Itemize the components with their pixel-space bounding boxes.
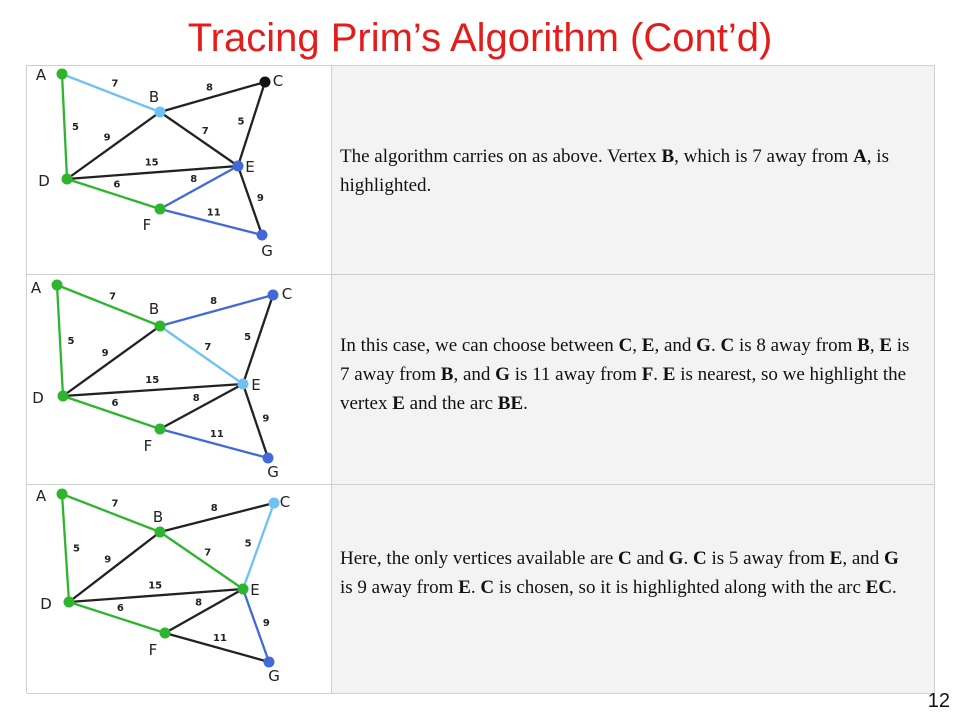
vertex-d — [64, 597, 75, 608]
edge-ad — [62, 494, 69, 602]
vertex-label-e: E — [245, 158, 255, 176]
description-cell — [332, 66, 935, 275]
edge-be — [160, 326, 243, 384]
edge-weight-eg: 9 — [262, 617, 270, 629]
text-run: , and — [842, 548, 885, 569]
vertex-f — [160, 628, 171, 639]
table-row — [27, 275, 935, 485]
edge-weight-fg: 11 — [209, 428, 224, 440]
vertex-label-f: F — [148, 641, 158, 659]
text-run: is chosen, so it is highlighted along with the arc — [494, 577, 866, 598]
vertex-label-b: B — [152, 508, 164, 526]
step-description — [340, 142, 916, 200]
edge-weight-ef: 8 — [195, 597, 203, 609]
vertex-c — [260, 77, 271, 88]
vertex-b — [155, 527, 166, 538]
edge-weight-de: 15 — [144, 157, 159, 169]
graph-diagram-cell — [27, 275, 332, 485]
bold-term: G — [884, 548, 899, 569]
text-run: . — [470, 577, 481, 598]
description-cell — [332, 485, 935, 694]
graph-diagram — [27, 485, 332, 694]
vertex-label-d: D — [32, 389, 44, 407]
edge-weight-ab: 7 — [111, 498, 119, 510]
table-row — [27, 66, 935, 275]
table-row — [27, 485, 935, 694]
slide-title: Tracing Prim’s Algorithm (Cont’d) — [187, 16, 773, 60]
vertex-label-a: A — [35, 66, 47, 84]
bold-term: G — [696, 335, 711, 356]
vertex-label-c: C — [272, 72, 284, 90]
vertex-c — [268, 290, 279, 301]
vertex-e — [238, 584, 249, 595]
vertex-e — [233, 161, 244, 172]
vertex-c — [269, 498, 280, 509]
bold-term: A — [853, 146, 867, 167]
edge-weight-ef: 8 — [192, 392, 200, 404]
vertex-b — [155, 321, 166, 332]
text-run: , which is 7 away from — [674, 146, 854, 167]
text-run: and the arc — [404, 393, 498, 414]
edge-weight-ad: 5 — [72, 543, 80, 555]
bold-term: B — [857, 335, 870, 356]
vertex-d — [62, 174, 73, 185]
vertex-label-b: B — [148, 300, 160, 318]
vertex-label-g: G — [261, 242, 273, 260]
vertex-a — [57, 489, 68, 500]
bold-term: C — [720, 335, 735, 356]
text-run: , is highlighted. — [340, 146, 889, 196]
vertex-label-a: A — [30, 279, 42, 297]
vertex-g — [257, 230, 268, 241]
text-run: is 11 away from — [509, 364, 642, 385]
vertex-label-b: B — [148, 88, 160, 106]
edge-weight-fg: 11 — [206, 207, 221, 219]
vertex-label-f: F — [143, 437, 153, 455]
vertex-label-c: C — [279, 493, 291, 511]
edge-weight-bc: 8 — [210, 295, 218, 307]
bold-term: EC — [865, 577, 893, 598]
vertex-d — [58, 391, 69, 402]
vertex-f — [155, 424, 166, 435]
bold-term: F — [641, 364, 654, 385]
step-description — [340, 331, 916, 418]
edge-weight-ad: 5 — [67, 335, 75, 347]
text-run: is nearest, so we highlight the vertex — [340, 364, 907, 414]
edge-weight-ce: 5 — [244, 331, 252, 343]
edge-weight-bd: 9 — [101, 348, 109, 360]
edge-weight-bd: 9 — [103, 132, 111, 144]
edge-weight-ab: 7 — [111, 78, 119, 90]
edge-weight-ad: 5 — [72, 121, 79, 133]
edge-weight-bd: 9 — [104, 554, 112, 566]
bold-term: E — [829, 548, 843, 569]
bold-term: C — [692, 548, 707, 569]
bold-term: BE — [497, 393, 524, 414]
text-run: and — [631, 548, 669, 569]
graph-diagram-cell — [27, 485, 332, 694]
edge-ef — [160, 384, 243, 429]
text-run: , — [869, 335, 880, 356]
vertex-g — [263, 453, 274, 464]
text-run: is 5 away from — [706, 548, 830, 569]
edge-ef — [160, 166, 238, 209]
edge-weight-fg: 11 — [212, 632, 227, 644]
bold-term: C — [618, 548, 632, 569]
edge-weight-ef: 8 — [190, 173, 198, 185]
bold-term: E — [662, 364, 676, 385]
edge-weight-ab: 7 — [109, 291, 117, 303]
edge-bd — [67, 112, 160, 179]
text-run: is 8 away from — [734, 335, 858, 356]
vertex-label-c: C — [281, 285, 293, 303]
page-number: 12 — [927, 690, 950, 712]
vertex-label-e: E — [250, 581, 260, 599]
vertex-label-a: A — [35, 487, 47, 505]
step-description — [340, 544, 916, 602]
bold-term: C — [618, 335, 633, 356]
graph-diagram — [27, 66, 332, 275]
vertex-f — [155, 204, 166, 215]
text-run: , — [632, 335, 642, 356]
trace-table — [26, 65, 935, 693]
bold-term: B — [661, 146, 675, 167]
text-run: The algorithm carries on as above. Vertex — [340, 146, 662, 167]
bold-term: B — [440, 364, 454, 385]
text-run: . — [653, 364, 663, 385]
text-run: . — [523, 393, 528, 414]
text-run: , and — [654, 335, 697, 356]
edge-weight-df: 6 — [113, 179, 121, 191]
vertex-a — [57, 69, 68, 80]
vertex-label-d: D — [38, 172, 50, 190]
graph-diagram-cell — [27, 66, 332, 275]
edge-weight-be: 7 — [204, 547, 212, 559]
edge-weight-ce: 5 — [244, 538, 252, 550]
edge-ef — [165, 589, 243, 633]
edge-weight-be: 7 — [204, 341, 212, 353]
vertex-label-d: D — [40, 595, 52, 613]
text-run: is 7 away from — [340, 335, 910, 385]
vertex-e — [238, 379, 249, 390]
text-run: . — [892, 577, 897, 598]
edge-weight-de: 15 — [148, 580, 163, 592]
vertex-label-g: G — [268, 667, 280, 685]
edge-weight-eg: 9 — [256, 192, 264, 204]
edge-ad — [62, 74, 67, 179]
edge-weight-df: 6 — [116, 603, 124, 615]
vertex-b — [155, 107, 166, 118]
edge-be — [160, 532, 243, 589]
vertex-label-g: G — [267, 463, 279, 481]
vertex-g — [264, 657, 275, 668]
vertex-label-f: F — [142, 216, 152, 234]
vertex-label-e: E — [251, 376, 261, 394]
text-run: , and — [453, 364, 496, 385]
bold-term: E — [641, 335, 655, 356]
text-run: Here, the only vertices available are — [340, 548, 618, 569]
bold-term: C — [480, 577, 495, 598]
text-run: is 9 away from — [340, 577, 459, 598]
edge-weight-df: 6 — [111, 398, 119, 410]
edge-ad — [57, 285, 63, 396]
bold-term: E — [392, 393, 405, 414]
bold-term: E — [879, 335, 893, 356]
edge-weight-bc: 8 — [205, 82, 213, 94]
text-run: . — [710, 335, 721, 356]
edge-weight-bc: 8 — [210, 502, 218, 514]
text-run: . — [683, 548, 693, 569]
bold-term: G — [495, 364, 510, 385]
text-run: In this case, we can choose between — [340, 335, 619, 356]
bold-term: G — [668, 548, 684, 569]
bold-term: E — [458, 577, 471, 598]
edge-weight-de: 15 — [145, 375, 160, 387]
edge-be — [160, 112, 238, 166]
vertex-a — [52, 280, 63, 291]
description-cell — [332, 275, 935, 485]
edge-bd — [69, 532, 163, 602]
graph-diagram — [27, 275, 332, 485]
edge-weight-ce: 5 — [237, 116, 245, 128]
edge-weight-eg: 9 — [262, 413, 270, 425]
edge-weight-be: 7 — [201, 125, 209, 137]
